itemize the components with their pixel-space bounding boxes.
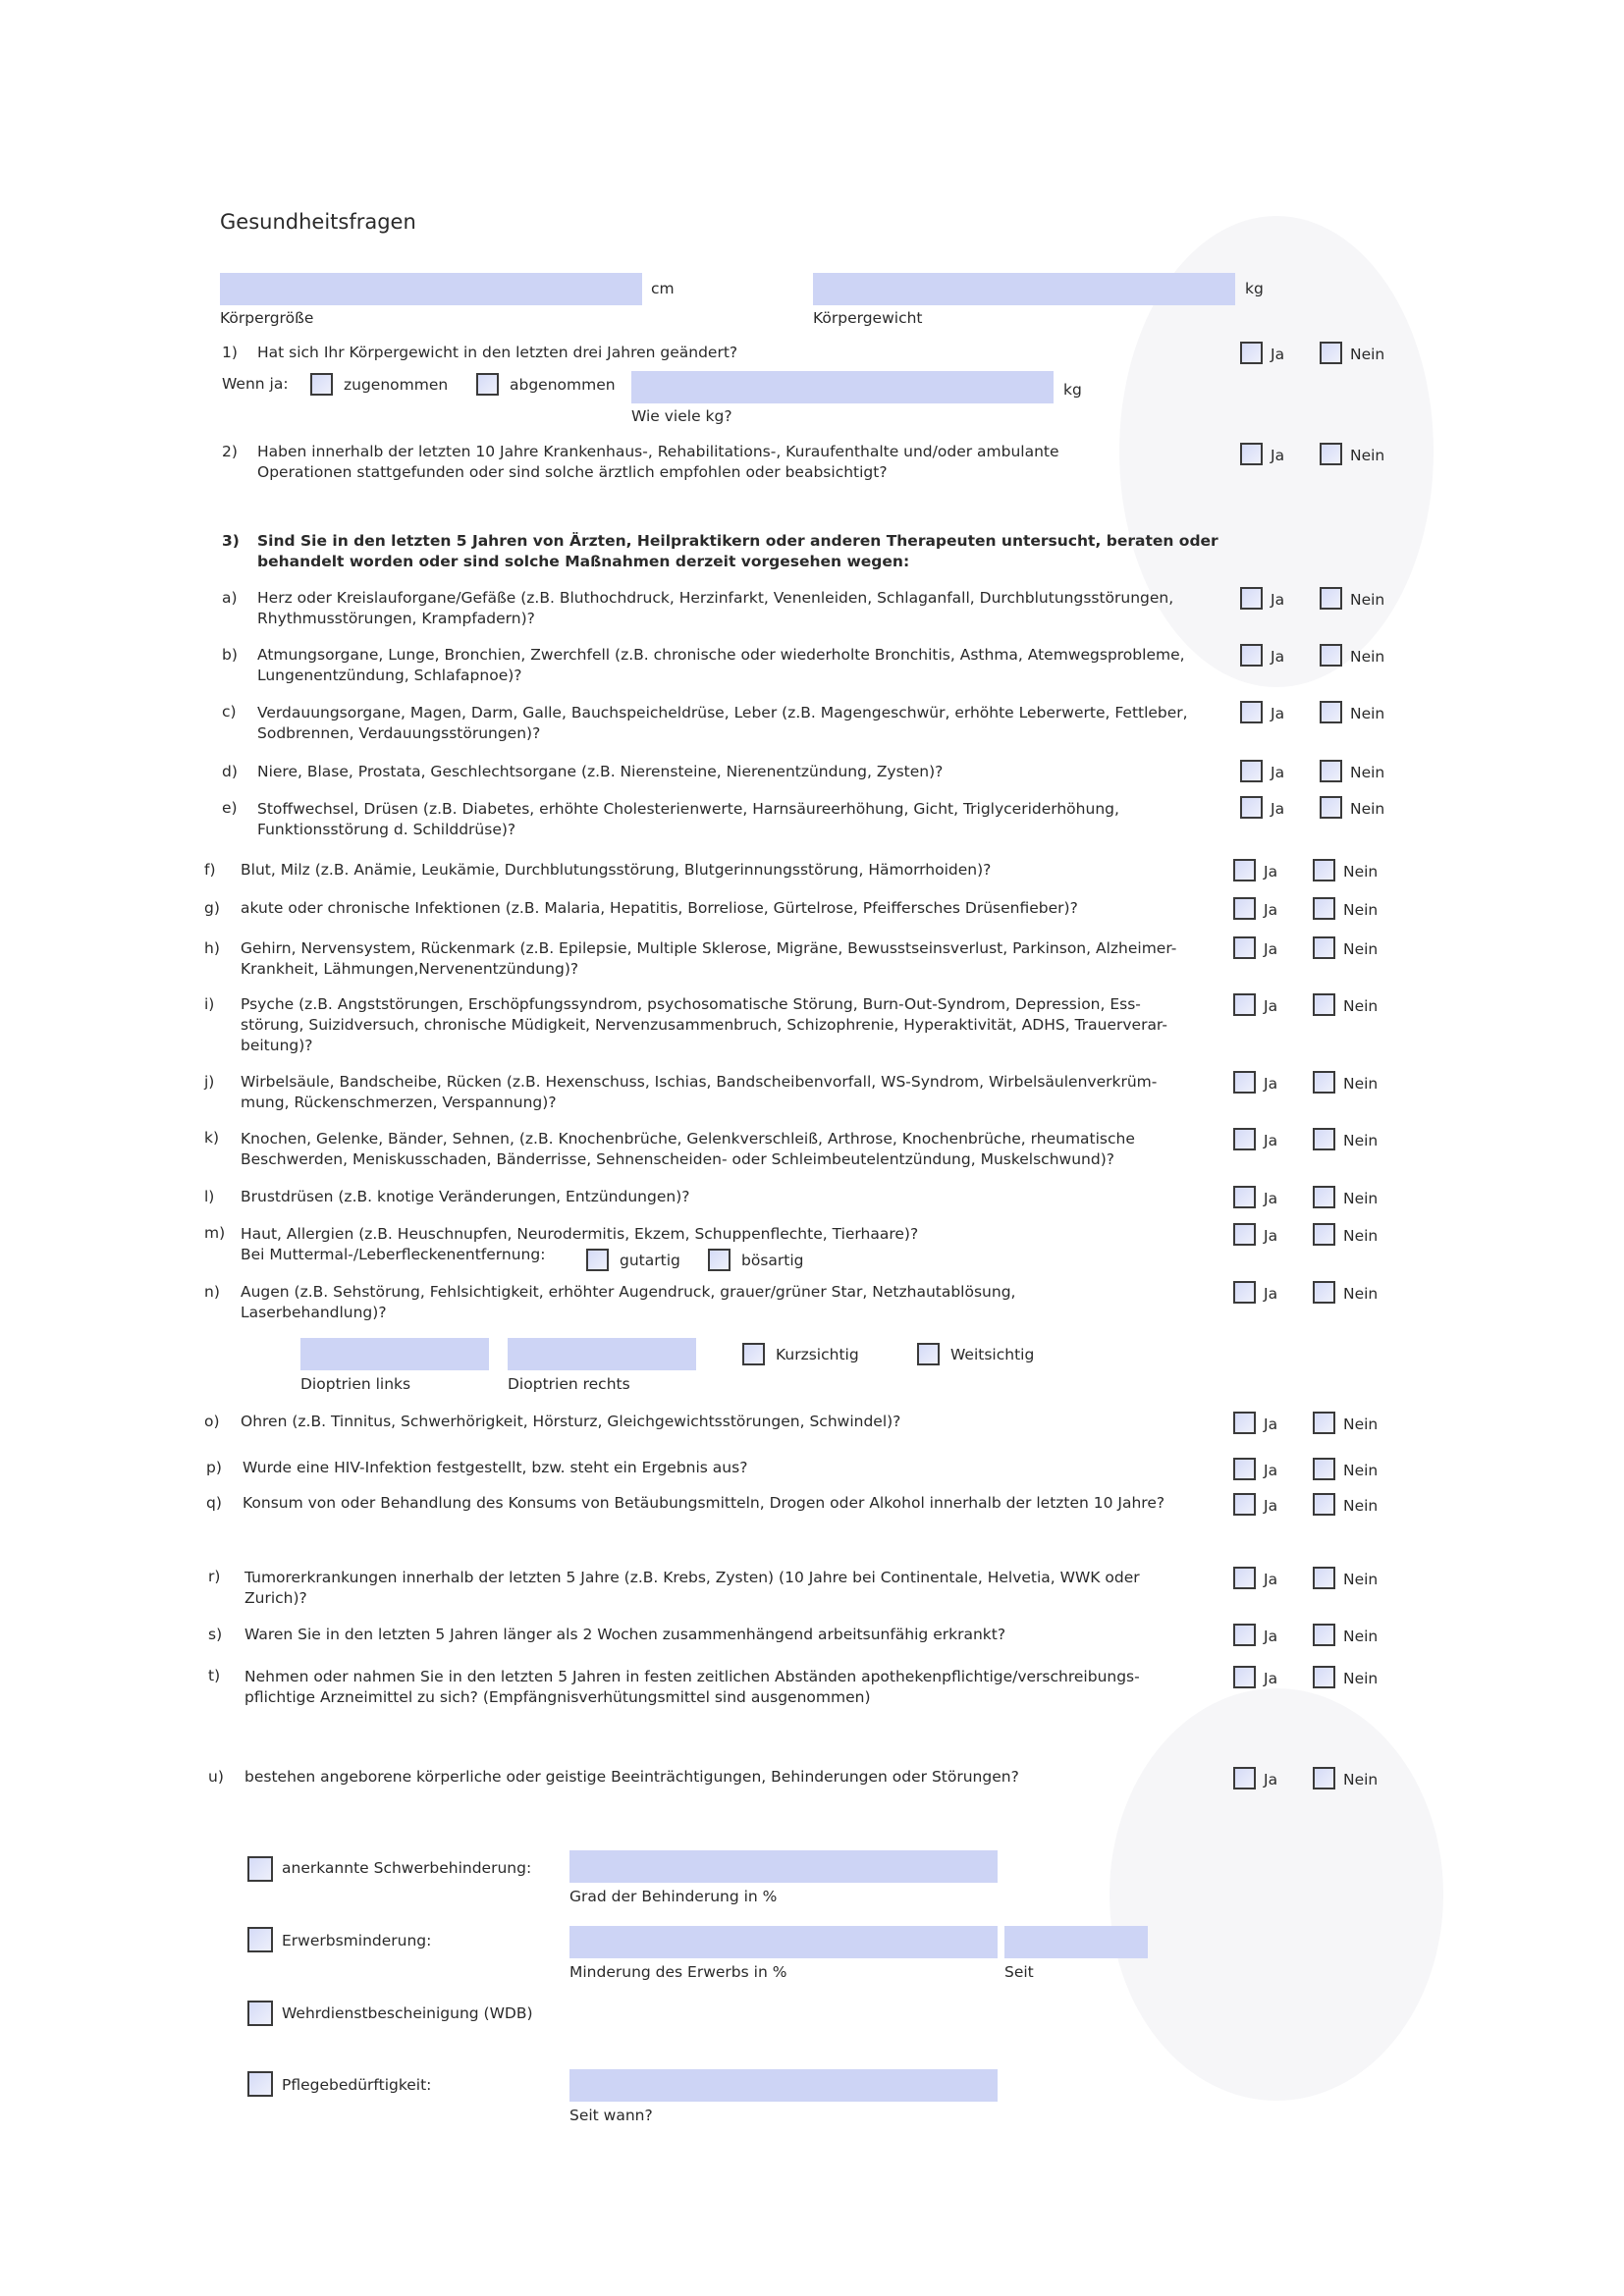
question-text: Beschwerden, Meniskusschaden, Bänderrisse, Sehnenscheiden- oder Schleimbeutelentzündung, Muskelschwund)? xyxy=(241,1150,1114,1168)
question-text: bestehen angeborene körperliche oder geistige Beeinträchtigungen, Behinderungen oder Störungen? xyxy=(244,1768,1019,1786)
nearsighted-checkbox[interactable] xyxy=(742,1343,765,1365)
question-number: t) xyxy=(208,1667,221,1684)
question-text: Funktionsstörung d. Schilddrüse)? xyxy=(257,821,516,838)
no-checkbox[interactable] xyxy=(1320,644,1342,667)
no-checkbox[interactable] xyxy=(1313,1567,1335,1589)
yes-checkbox[interactable] xyxy=(1240,796,1263,819)
question-text: Waren Sie in den letzten 5 Jahren länger als 2 Wochen zusammenhängend arbeitsunfähig erkrankt? xyxy=(244,1626,1006,1643)
question-text: Psyche (z.B. Angststörungen, Erschöpfungssyndrom, psychosomatische Störung, Burn-Out-Syndrom, Depression, Ess- xyxy=(241,995,1141,1013)
question-text: Laserbehandlung)? xyxy=(241,1304,387,1321)
lost-label: abgenommen xyxy=(510,376,616,394)
question-text: Niere, Blase, Prostata, Geschlechtsorgane (z.B. Nierensteine, Nierenentzündung, Zysten)? xyxy=(257,763,944,780)
yes-label: Ja xyxy=(1264,1415,1278,1433)
farsighted-checkbox[interactable] xyxy=(917,1343,940,1365)
no-label: Nein xyxy=(1350,447,1385,464)
no-label: Nein xyxy=(1343,1227,1379,1245)
no-label: Nein xyxy=(1343,997,1379,1015)
no-label: Nein xyxy=(1343,1285,1379,1303)
yes-checkbox[interactable] xyxy=(1240,644,1263,667)
yes-checkbox[interactable] xyxy=(1240,443,1263,465)
question-number: a) xyxy=(222,589,238,607)
no-label: Nein xyxy=(1343,1670,1379,1687)
question-number: b) xyxy=(222,646,238,664)
yes-label: Ja xyxy=(1264,863,1278,881)
question-number: n) xyxy=(204,1283,220,1301)
question-text: Nehmen oder nahmen Sie in den letzten 5 Jahren in festen zeitlichen Abständen apothekenpflichtige/verschreibungs- xyxy=(244,1668,1140,1685)
height-label: Körpergröße xyxy=(220,309,314,327)
yes-checkbox[interactable] xyxy=(1233,1071,1256,1094)
yes-checkbox[interactable] xyxy=(1233,1458,1256,1480)
benign-label: gutartig xyxy=(620,1252,680,1269)
no-label: Nein xyxy=(1343,1571,1379,1588)
yes-label: Ja xyxy=(1271,447,1285,464)
diopter-left-label: Dioptrien links xyxy=(300,1375,411,1393)
question-number: s) xyxy=(208,1626,223,1643)
yes-label: Ja xyxy=(1271,764,1285,781)
earning-reduction-label: Minderung des Erwerbs in % xyxy=(569,1963,787,1981)
question-text: akute oder chronische Infektionen (z.B. Malaria, Hepatitis, Borreliose, Gürtelrose, Pfeiffersches Drüsenfieber)? xyxy=(241,899,1078,917)
weight-field[interactable] xyxy=(813,273,1235,305)
diopter-right-label: Dioptrien rechts xyxy=(508,1375,630,1393)
yes-checkbox[interactable] xyxy=(1233,859,1256,881)
yes-label: Ja xyxy=(1271,591,1285,609)
yes-label: Ja xyxy=(1264,1670,1278,1687)
yes-label: Ja xyxy=(1264,1771,1278,1789)
question-number: k) xyxy=(204,1129,220,1147)
no-label: Nein xyxy=(1343,1497,1379,1515)
kg-unit: kg xyxy=(1063,381,1082,399)
no-label: Nein xyxy=(1350,346,1385,363)
yes-label: Ja xyxy=(1264,1227,1278,1245)
no-label: Nein xyxy=(1343,940,1379,958)
no-label: Nein xyxy=(1350,800,1385,818)
question-number: u) xyxy=(208,1768,224,1786)
question-text: Rhythmusstörungen, Krampfadern)? xyxy=(257,610,535,627)
question-number: h) xyxy=(204,939,220,957)
question-text: störung, Suizidversuch, chronische Müdigkeit, Nervenzusammenbruch, Schizophrenie, Hyperaktivität, ADHS, Trauerverar- xyxy=(241,1016,1167,1034)
yes-label: Ja xyxy=(1264,1628,1278,1645)
question-text: Brustdrüsen (z.B. knotige Veränderungen, Entzündungen)? xyxy=(241,1188,690,1205)
question-text: Haut, Allergien (z.B. Heuschnupfen, Neurodermitis, Ekzem, Schuppenflechte, Tierhaare)? xyxy=(241,1225,919,1243)
yes-checkbox[interactable] xyxy=(1233,1186,1256,1208)
yes-checkbox[interactable] xyxy=(1233,1624,1256,1646)
question-number: g) xyxy=(204,899,220,917)
yes-label: Ja xyxy=(1264,997,1278,1015)
malignant-label: bösartig xyxy=(741,1252,804,1269)
yes-checkbox[interactable] xyxy=(1240,587,1263,610)
benign-checkbox[interactable] xyxy=(586,1249,609,1271)
cm-unit: cm xyxy=(651,280,675,297)
no-checkbox[interactable] xyxy=(1313,1412,1335,1434)
no-checkbox[interactable] xyxy=(1320,342,1342,364)
question-text: Blut, Milz (z.B. Anämie, Leukämie, Durchblutungsstörung, Blutgerinnungsstörung, Hämorrhoiden)? xyxy=(241,861,992,879)
no-checkbox[interactable] xyxy=(1313,936,1335,959)
yes-checkbox[interactable] xyxy=(1233,1567,1256,1589)
no-label: Nein xyxy=(1343,863,1379,881)
yes-checkbox[interactable] xyxy=(1233,1128,1256,1150)
no-checkbox[interactable] xyxy=(1313,859,1335,881)
question-text: mung, Rückenschmerzen, Verspannung)? xyxy=(241,1094,557,1111)
diopter-left-field[interactable] xyxy=(300,1338,489,1370)
no-checkbox[interactable] xyxy=(1320,701,1342,723)
care-need-label: Pflegebedürftigkeit: xyxy=(282,2076,432,2094)
disability-degree-label: Grad der Behinderung in % xyxy=(569,1888,778,1905)
question-number: c) xyxy=(222,703,237,721)
question-text: Hat sich Ihr Körpergewicht in den letzten drei Jahren geändert? xyxy=(257,344,738,361)
question-text: beitung)? xyxy=(241,1037,313,1054)
question-text: Verdauungsorgane, Magen, Darm, Galle, Bauchspeicheldrüse, Leber (z.B. Magengeschwür, erhöhte Leberwerte, Fettleber, xyxy=(257,704,1188,721)
question-text: behandelt worden oder sind solche Maßnahmen derzeit vorgesehen wegen: xyxy=(257,553,910,570)
reduced-earning-checkbox[interactable] xyxy=(247,1927,273,1952)
care-since-field[interactable] xyxy=(569,2069,998,2102)
yes-checkbox[interactable] xyxy=(1233,936,1256,959)
question-text: Wurde eine HIV-Infektion festgestellt, bzw. steht ein Ergebnis aus? xyxy=(243,1459,748,1476)
question-number: f) xyxy=(204,861,216,879)
yes-label: Ja xyxy=(1264,1571,1278,1588)
question-number: o) xyxy=(204,1413,220,1430)
military-certificate-checkbox[interactable] xyxy=(247,2001,273,2026)
yes-checkbox[interactable] xyxy=(1233,1223,1256,1246)
yes-checkbox[interactable] xyxy=(1240,760,1263,782)
no-checkbox[interactable] xyxy=(1313,1666,1335,1688)
yes-checkbox[interactable] xyxy=(1233,1281,1256,1304)
weight-label: Körpergewicht xyxy=(813,309,923,327)
care-need-checkbox[interactable] xyxy=(247,2071,273,2097)
question-text: Operationen stattgefunden oder sind solche ärztlich empfohlen oder beabsichtigt? xyxy=(257,463,888,481)
question-number: l) xyxy=(204,1188,215,1205)
no-checkbox[interactable] xyxy=(1313,993,1335,1016)
yes-label: Ja xyxy=(1271,346,1285,363)
question-text: Konsum von oder Behandlung des Konsums von Betäubungsmitteln, Drogen oder Alkohol innerhalb der letzten 10 Jahre? xyxy=(243,1494,1165,1512)
if-yes-label: Wenn ja: xyxy=(222,375,289,393)
question-text: Knochen, Gelenke, Bänder, Sehnen, (z.B. Knochenbrüche, Gelenkverschleiß, Arthrose, Knochenbrüche, rheumatische xyxy=(241,1130,1135,1148)
no-label: Nein xyxy=(1350,648,1385,666)
disability-label: anerkannte Schwerbehinderung: xyxy=(282,1859,532,1877)
question-text: Atmungsorgane, Lunge, Bronchien, Zwerchfell (z.B. chronische oder wiederholte Bronchitis, Asthma, Atemwegsprobleme, xyxy=(257,646,1185,664)
gained-checkbox[interactable] xyxy=(310,373,333,396)
height-field[interactable] xyxy=(220,273,642,305)
no-label: Nein xyxy=(1343,1075,1379,1093)
how-many-kg-label: Wie viele kg? xyxy=(631,407,732,425)
question-text: Herz oder Kreislauforgane/Gefäße (z.B. Bluthochdruck, Herzinfarkt, Venenleiden, Schlaganfall, Durchblutungsstörungen, xyxy=(257,589,1174,607)
question-number: 1) xyxy=(222,344,238,361)
no-label: Nein xyxy=(1343,1132,1379,1149)
yes-label: Ja xyxy=(1271,648,1285,666)
no-checkbox[interactable] xyxy=(1313,1458,1335,1480)
yes-checkbox[interactable] xyxy=(1240,342,1263,364)
no-label: Nein xyxy=(1343,1628,1379,1645)
yes-checkbox[interactable] xyxy=(1233,897,1256,920)
kg-change-field[interactable] xyxy=(631,371,1054,403)
yes-checkbox[interactable] xyxy=(1240,701,1263,723)
no-checkbox[interactable] xyxy=(1320,760,1342,782)
kg-unit: kg xyxy=(1245,280,1264,297)
yes-checkbox[interactable] xyxy=(1233,993,1256,1016)
yes-checkbox[interactable] xyxy=(1233,1666,1256,1688)
yes-checkbox[interactable] xyxy=(1233,1412,1256,1434)
question-text: Augen (z.B. Sehstörung, Fehlsichtigkeit, erhöhter Augendruck, grauer/grüner Star, Netzhautablösung, xyxy=(241,1283,1016,1301)
no-checkbox[interactable] xyxy=(1320,443,1342,465)
reduced-earning-label: Erwerbsminderung: xyxy=(282,1932,432,1949)
no-checkbox[interactable] xyxy=(1313,1128,1335,1150)
earning-reduction-field[interactable] xyxy=(569,1926,998,1958)
question-text: Sind Sie in den letzten 5 Jahren von Ärzten, Heilpraktikern oder anderen Therapeuten untersucht, beraten oder xyxy=(257,532,1218,550)
care-since-label: Seit wann? xyxy=(569,2107,653,2124)
question-text: Sodbrennen, Verdauungsstörungen)? xyxy=(257,724,541,742)
question-text: Zurich)? xyxy=(244,1589,307,1607)
yes-label: Ja xyxy=(1264,901,1278,919)
question-text: Lungenentzündung, Schlafapnoe)? xyxy=(257,667,522,684)
no-label: Nein xyxy=(1350,764,1385,781)
diopter-right-field[interactable] xyxy=(508,1338,696,1370)
no-checkbox[interactable] xyxy=(1320,587,1342,610)
since-label: Seit xyxy=(1004,1963,1034,1981)
no-checkbox[interactable] xyxy=(1313,1281,1335,1304)
malignant-checkbox[interactable] xyxy=(708,1249,731,1271)
yes-checkbox[interactable] xyxy=(1233,1493,1256,1516)
question-number: r) xyxy=(208,1568,221,1585)
question-text: pflichtige Arzneimittel zu sich? (Empfängnisverhütungsmittel sind ausgenommen) xyxy=(244,1688,871,1706)
no-label: Nein xyxy=(1343,1415,1379,1433)
yes-label: Ja xyxy=(1264,1462,1278,1479)
background-shape xyxy=(1110,1688,1443,2101)
yes-label: Ja xyxy=(1264,1285,1278,1303)
question-text: Ohren (z.B. Tinnitus, Schwerhörigkeit, Hörsturz, Gleichgewichtsstörungen, Schwindel)? xyxy=(241,1413,901,1430)
question-number: 2) xyxy=(222,443,238,460)
page-title: Gesundheitsfragen xyxy=(220,210,416,234)
nearsighted-label: Kurzsichtig xyxy=(776,1346,859,1363)
yes-label: Ja xyxy=(1264,1497,1278,1515)
no-checkbox[interactable] xyxy=(1313,897,1335,920)
no-checkbox[interactable] xyxy=(1313,1767,1335,1789)
gained-label: zugenommen xyxy=(344,376,449,394)
question-text: Tumorerkrankungen innerhalb der letzten 5 Jahre (z.B. Krebs, Zysten) (10 Jahre bei Continentale, Helvetia, WWK oder xyxy=(244,1569,1140,1586)
disability-checkbox[interactable] xyxy=(247,1856,273,1882)
no-checkbox[interactable] xyxy=(1313,1493,1335,1516)
yes-label: Ja xyxy=(1271,705,1285,722)
since-field[interactable] xyxy=(1004,1926,1148,1958)
question-number: j) xyxy=(204,1073,215,1091)
no-label: Nein xyxy=(1350,591,1385,609)
lost-checkbox[interactable] xyxy=(476,373,499,396)
question-number: 3) xyxy=(222,532,240,550)
question-text: Stoffwechsel, Drüsen (z.B. Diabetes, erhöhte Cholesterienwerte, Harnsäureerhöhung, Gicht, Triglyceriderhöhung, xyxy=(257,800,1119,818)
no-checkbox[interactable] xyxy=(1313,1071,1335,1094)
no-label: Nein xyxy=(1343,901,1379,919)
no-checkbox[interactable] xyxy=(1313,1624,1335,1646)
yes-checkbox[interactable] xyxy=(1233,1767,1256,1789)
yes-label: Ja xyxy=(1264,940,1278,958)
no-checkbox[interactable] xyxy=(1313,1223,1335,1246)
question-number: i) xyxy=(204,995,215,1013)
mole-removal-label: Bei Muttermal-/Leberfleckenentfernung: xyxy=(241,1246,546,1263)
no-checkbox[interactable] xyxy=(1320,796,1342,819)
yes-label: Ja xyxy=(1264,1132,1278,1149)
question-number: e) xyxy=(222,799,238,817)
question-text: Haben innerhalb der letzten 10 Jahre Krankenhaus-, Rehabilitations-, Kuraufenthalte und/oder ambulante xyxy=(257,443,1059,460)
no-label: Nein xyxy=(1350,705,1385,722)
question-number: d) xyxy=(222,763,238,780)
question-number: p) xyxy=(206,1459,222,1476)
question-text: Wirbelsäule, Bandscheibe, Rücken (z.B. Hexenschuss, Ischias, Bandscheibenvorfall, WS-Syndrom, Wirbelsäulenverkrüm- xyxy=(241,1073,1158,1091)
question-text: Krankheit, Lähmungen,Nervenentzündung)? xyxy=(241,960,579,978)
yes-label: Ja xyxy=(1264,1190,1278,1207)
question-number: q) xyxy=(206,1494,222,1512)
yes-label: Ja xyxy=(1264,1075,1278,1093)
yes-label: Ja xyxy=(1271,800,1285,818)
farsighted-label: Weitsichtig xyxy=(950,1346,1035,1363)
question-text: Gehirn, Nervensystem, Rückenmark (z.B. Epilepsie, Multiple Sklerose, Migräne, Bewusstseinsverlust, Parkinson, Alzheimer- xyxy=(241,939,1177,957)
no-label: Nein xyxy=(1343,1190,1379,1207)
no-label: Nein xyxy=(1343,1462,1379,1479)
disability-degree-field[interactable] xyxy=(569,1850,998,1883)
question-number: m) xyxy=(204,1224,226,1242)
no-checkbox[interactable] xyxy=(1313,1186,1335,1208)
military-certificate-label: Wehrdienstbescheinigung (WDB) xyxy=(282,2004,533,2022)
no-label: Nein xyxy=(1343,1771,1379,1789)
